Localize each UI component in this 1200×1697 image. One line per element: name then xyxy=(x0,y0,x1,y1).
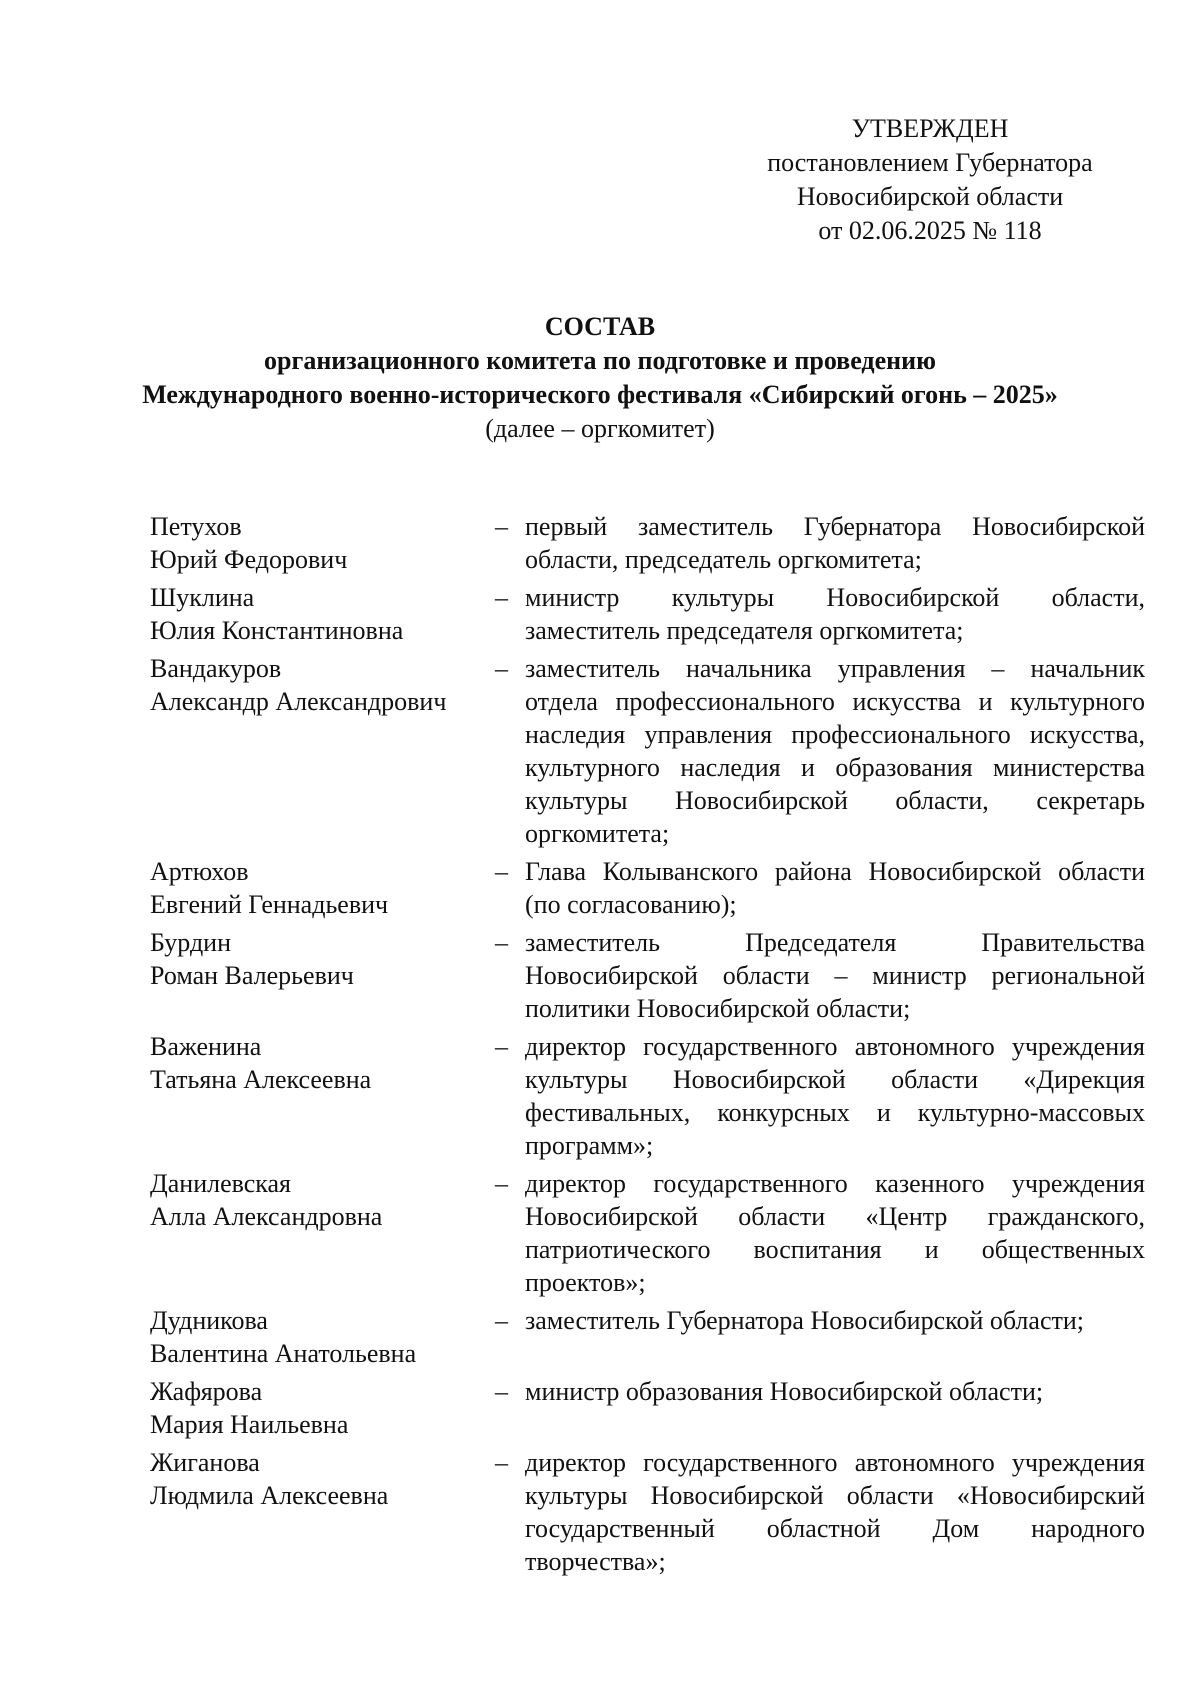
member-dash: – xyxy=(495,583,508,612)
member-surname: Бурдин xyxy=(150,928,231,957)
title-subheading: организационного комитета по подготовке и проведению xyxy=(264,346,936,375)
member-name xyxy=(150,1030,495,1162)
member-role: директор государственного автономного учреждения культуры Новосибирской области «Новосибирский государственный областной Дом народного творчества»; xyxy=(525,1448,1145,1576)
member-dash: – xyxy=(495,512,508,541)
member-dash: – xyxy=(495,1448,508,1477)
member-given-name: Татьяна Алексеевна xyxy=(150,1065,372,1094)
member-surname: Вандакуров xyxy=(150,654,282,683)
member-given-name: Юлия Константиновна xyxy=(150,616,404,645)
members-list xyxy=(150,510,1145,1583)
member-surname: Петухов xyxy=(150,512,242,541)
member-surname: Жиганова xyxy=(150,1448,260,1477)
member-dash: – xyxy=(495,857,508,886)
title-abbreviation: (далее – оргкомитет) xyxy=(485,414,715,443)
member-role: директор государственного казенного учреждения Новосибирской области «Центр гражданского, патриотического воспитания и общественных проектов»; xyxy=(525,1169,1145,1297)
member-name xyxy=(150,926,495,1025)
member-role: заместитель Председателя Правительства Новосибирской области – министр региональной политики Новосибирской области; xyxy=(525,928,1145,1023)
member-row xyxy=(150,1304,1145,1370)
member-given-name: Юрий Федорович xyxy=(150,545,348,574)
member-dash: – xyxy=(495,1306,508,1335)
member-surname: Дудникова xyxy=(150,1306,268,1335)
member-role: директор государственного автономного учреждения культуры Новосибирской области «Дирекция фестивальных, конкурсных и культурно-массовых программ»; xyxy=(525,1032,1145,1160)
approval-stamp xyxy=(730,112,1130,248)
member-dash: – xyxy=(495,654,508,683)
approval-title: УТВЕРЖДЕН xyxy=(851,114,1009,143)
member-row xyxy=(150,1167,1145,1299)
member-row xyxy=(150,855,1145,921)
member-given-name: Мария Наильевна xyxy=(150,1410,349,1439)
member-role: первый заместитель Губернатора Новосибирской области, председатель оргкомитета; xyxy=(525,512,1145,574)
approval-basis: постановлением Губернатора xyxy=(767,148,1093,177)
member-given-name: Людмила Алексеевна xyxy=(150,1481,389,1510)
member-role: Глава Колыванского района Новосибирской области (по согласованию); xyxy=(525,857,1145,919)
member-surname: Артюхов xyxy=(150,857,249,886)
member-name xyxy=(150,1446,495,1578)
member-row xyxy=(150,1375,1145,1441)
member-name xyxy=(150,652,495,850)
member-surname: Данилевская xyxy=(150,1169,292,1198)
title-heading: СОСТАВ xyxy=(544,312,656,341)
member-row xyxy=(150,510,1145,576)
member-name xyxy=(150,510,495,576)
member-role: министр культуры Новосибирской области, заместитель председателя оргкомитета; xyxy=(525,583,1145,645)
member-surname: Важенина xyxy=(150,1032,262,1061)
member-dash: – xyxy=(495,928,508,957)
member-dash: – xyxy=(495,1032,508,1061)
member-surname: Жафярова xyxy=(150,1377,263,1406)
member-given-name: Валентина Анатольевна xyxy=(150,1339,417,1368)
member-role: заместитель начальника управления – начальник отдела профессионального искусства и культурного наследия управления профессионального искусства, культурного наследия и образования министерства культуры Новосибирской области, секретарь оргкомитета; xyxy=(525,654,1145,848)
member-name xyxy=(150,855,495,921)
member-row xyxy=(150,1446,1145,1578)
document-title xyxy=(80,310,1120,446)
member-name xyxy=(150,1304,495,1370)
title-festival: Международного военно-исторического фестиваля «Сибирский огонь – 2025» xyxy=(142,380,1058,409)
member-name xyxy=(150,1167,495,1299)
member-row xyxy=(150,926,1145,1025)
member-role: заместитель Губернатора Новосибирской области; xyxy=(525,1306,1084,1335)
member-row xyxy=(150,581,1145,647)
approval-region: Новосибирской области xyxy=(796,182,1064,211)
member-given-name: Роман Валерьевич xyxy=(150,961,354,990)
member-name xyxy=(150,1375,495,1441)
member-given-name: Евгений Геннадьевич xyxy=(150,890,389,919)
member-row xyxy=(150,1030,1145,1162)
member-given-name: Алла Александровна xyxy=(150,1202,383,1231)
member-surname: Шуклина xyxy=(150,583,255,612)
member-name xyxy=(150,581,495,647)
approval-date-number: от 02.06.2025 № 118 xyxy=(818,216,1042,245)
member-dash: – xyxy=(495,1169,508,1198)
member-role: министр образования Новосибирской области; xyxy=(525,1377,1044,1406)
member-dash: – xyxy=(495,1377,508,1406)
member-given-name: Александр Александрович xyxy=(150,687,447,716)
member-row xyxy=(150,652,1145,850)
